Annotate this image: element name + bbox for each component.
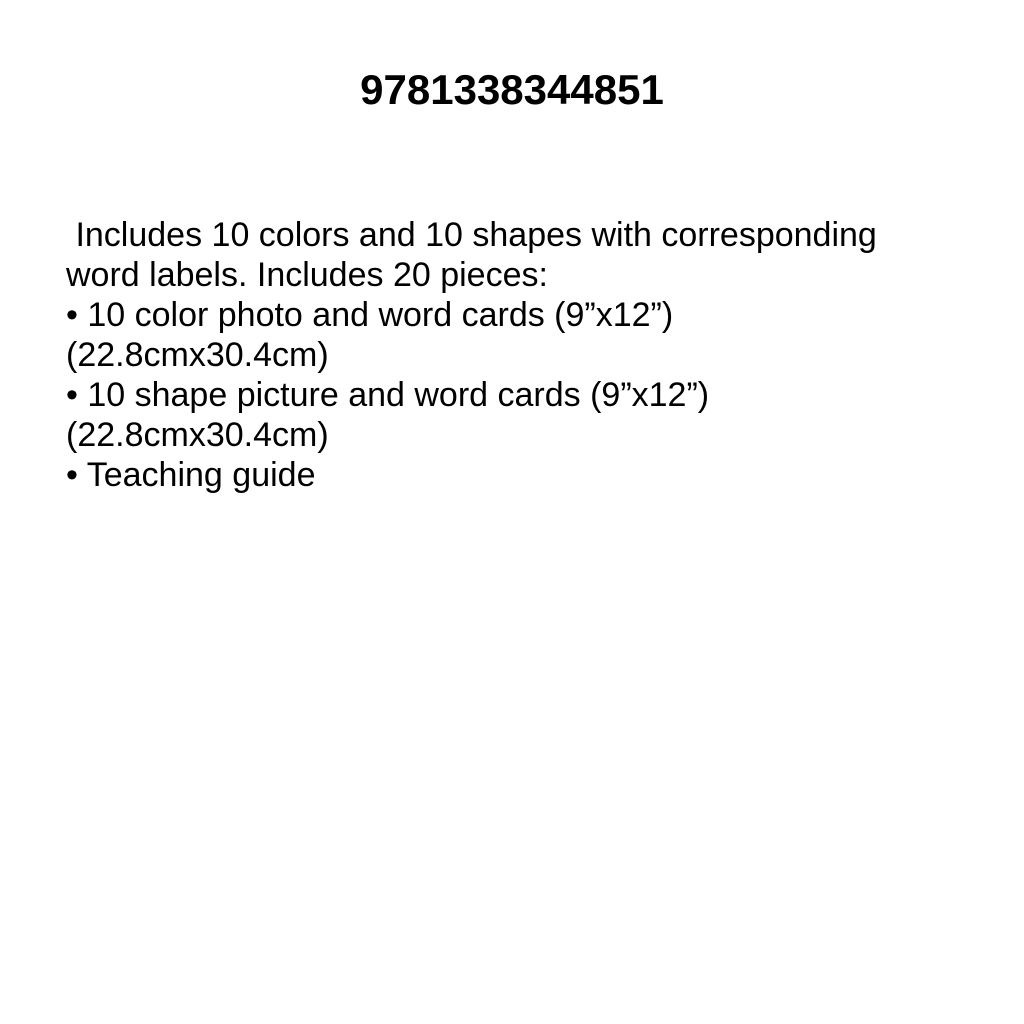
description-line-2: word labels. Includes 20 pieces:: [66, 256, 548, 294]
page-title: 9781338344851: [360, 66, 664, 113]
bullet-color-cards-size: (22.8cmx30.4cm): [66, 336, 329, 374]
description-line-1: Includes 10 colors and 10 shapes with corresponding: [66, 216, 877, 254]
bullet-color-cards: • 10 color photo and word cards (9”x12”): [66, 296, 674, 334]
product-description: [66, 215, 966, 495]
bullet-teaching-guide: • Teaching guide: [66, 456, 316, 494]
bullet-shape-cards-size: (22.8cmx30.4cm): [66, 416, 329, 454]
bullet-shape-cards: • 10 shape picture and word cards (9”x12”): [66, 376, 710, 414]
